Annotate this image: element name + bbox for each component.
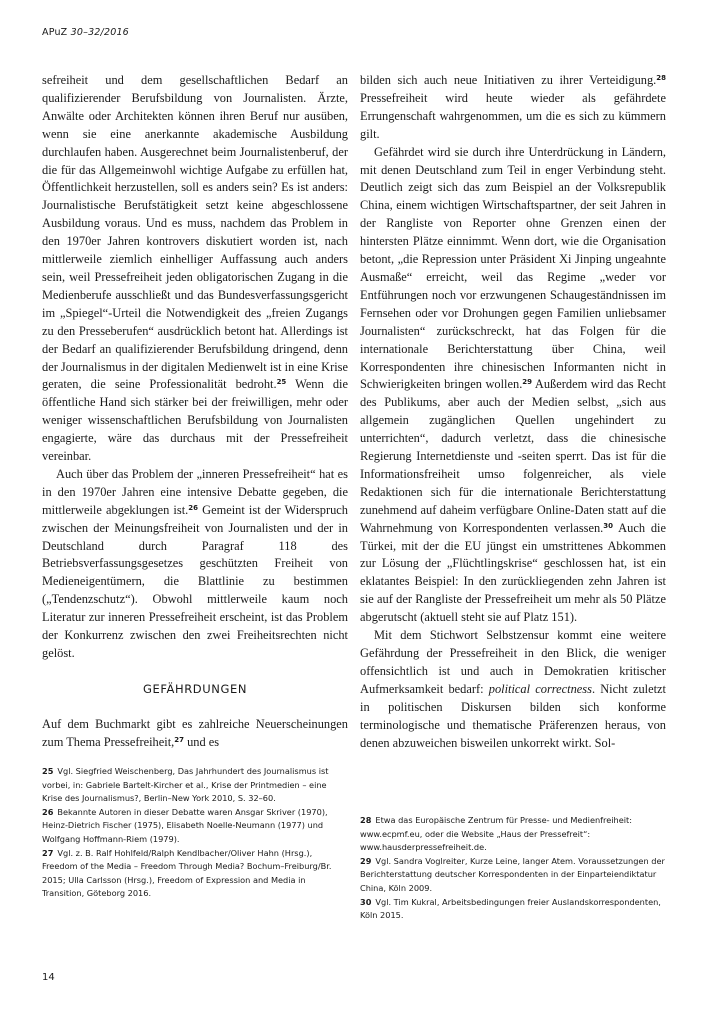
footnote-ref-26[interactable]: 26 <box>188 503 198 512</box>
footnote-30: 30 Vgl. Tim Kukral, Arbeitsbedingungen freier Auslandskorrespondenten, Köln 2015. <box>360 896 661 921</box>
footnote-ref-28[interactable]: 28 <box>656 74 666 82</box>
footnote-ref-25[interactable]: 25 <box>276 378 287 387</box>
footnotes-left <box>42 765 348 901</box>
footnote-ref-30[interactable]: 30 <box>603 521 614 530</box>
left-text-column <box>42 72 348 752</box>
journal-name: APuZ <box>42 27 68 38</box>
right-paragraph-1: bilden sich auch neue Initiativen zu ihrer Verteidigung.$^{28}$ Pressefreiheit wird heute wieder als gefährdete Errungenschaft wahrgenommen, um die es sich zu kümmern gilt. <box>360 73 666 141</box>
left-paragraph-3: Auf dem Buchmarkt gibt es zahlreiche Neuerscheinungen zum Thema Pressefreiheit,$^{27}$ und es <box>42 716 348 749</box>
page-number: 14 <box>42 972 55 983</box>
footnote-ref-27[interactable]: 27 <box>174 735 184 744</box>
footnotes-right <box>360 814 666 923</box>
left-paragraph-2: Auch über das Problem der „inneren Pressefreiheit“ hat es in den 1970er Jahren eine intensive Debatte gegeben, die mittlerweile abgeklungen ist.$^{26}$ Gemeint ist der Widerspruch zwischen der Meinungsfreiheit von Journalisten und der in Deutschland durch Paragraf 118 des Betriebsverfassungsgesetzes geschützten Freiheit von Medieneigentümern, die Blattlinie zu bestimmen („Tendenzschutz“). Obwohl mittlerweile kaum noch Literatur zur inneren Pressefreiheit erscheint, ist das Problem der Konkurrenz zwischen den zwei Freiheitsrechten nicht gelöst. <box>42 466 348 660</box>
right-paragraph-2: Gefährdet wird sie durch ihre Unterdrückung in Ländern, mit denen Deutschland zum Teil in enger Verbindung steht. Deutlich zeigt sich das zum Beispiel an der Volksrepublik China, einem wichtigen Wirtschaftspartner, der seit Jahren in der Rangliste von Reporter ohne Grenzen einen der hintersten Plätze einnimmt. Wenn dort, wie die Organisation betont, „die Repression unter Präsident Xi Jinping ungeahnte Ausmaße“ erreicht, weil das Regime „weder vor Entführungen noch vor erzwungenen Schaugeständnissen im Fernsehen oder vor Drohungen gegen Familien unliebsamer Journalisten“ zurückschreckt, hat das Folgen für die internationale Berichterstattung über China, weil Korrespondenten ihre chinesischen Informanten nicht in Schwierigkeiten bringen wollen.$^{29}$ Außerdem wird das Recht des Publikums, aber auch der Medien selbst, „sich aus allgemein zugänglichen Quellen ungehindert zu unterrichten“, dadurch verletzt, dass die chinesische Regierung Internetdienste und -seiten sperrt. Das ist für die Informationsfreiheit umso folgenreicher, als viele Redaktionen sich für die internationale Berichterstattung zunehmend auf daheim verfügbare Online-Daten statt auf die Wahrnehmung von Korrespondenten verlassen.$^{30}$ Auch die Türkei, mit der die EU jüngst ein umstrittenes Abkommen zur Lösung der „Flüchtlingskrise“ geschlossen hat, ist ein eklatantes Beispiel: In den zurückliegenden zehn Jahren ist sie auf der Rangliste der Pressefreiheit um mehr als 50 Plätze abgerutscht (aktuell steht sie auf Platz 151). <box>360 144 666 625</box>
footnote-ref-29[interactable]: 29 <box>522 378 533 387</box>
issue-number: 30–32/2016 <box>70 27 129 38</box>
running-header <box>42 27 129 38</box>
right-paragraph-3: Mit dem Stichwort Selbstzensur kommt eine weitere Gefährdung der Pressefreiheit in den Blick, die weniger offensichtlich ist und auch in Demokratien kritischer Aufmerksamkeit bedarf: political correctness. Nicht zuletzt in politischen Diskursen bilden sich konforme terminologische und thematische Präferenzen heraus, von denen abzuweichen bisweilen unkorrekt wirkt. Sol- <box>360 628 666 750</box>
right-text-column <box>360 72 666 752</box>
footnote-28: 28 Etwa das Europäische Zentrum für Presse- und Medienfreiheit: www.ecpmf.eu, oder die Website „Haus der Pressefreit“: www.hausderpressefreiheit.de. <box>360 815 633 853</box>
footnote-27: 27 Vgl. z. B. Ralf Hohlfeld/Ralph Kendlbacher/Oliver Hahn (Hrsg.), Freedom of the Media – Freedom Through Media? Bochum–Freiburg/Br. 2015; Ulla Carlsson (Hrsg.), Freedom of Expression and Media in Transition, Göteborg 2016. <box>42 847 332 899</box>
footnote-26: 26 Bekannte Autoren in dieser Debatte waren Ansgar Skriver (1970), Heinz-Dietrich Fischer (1975), Elisabeth Noelle-Neumann (1977) und Wolfgang Hoffmann-Riem (1979). <box>42 806 328 844</box>
left-paragraph-1: sefreiheit und dem gesellschaftlichen Bedarf an qualifizierender Berufsbildung von Journalisten. Ärzte, Anwälte oder Architekten können ihren Beruf nur ausüben, wenn sie eine anerkannte akademische Ausbildung durchlaufen haben. Ausgerechnet beim Journalistenberuf, der die für das Allgemeinwohl wichtige Aufgabe zu erfüllen hat, Öffentlichkeit herzustellen, soll es anders sein? Es ist anders: Journalistische Berufstätigkeit setzt keine abgeschlossene Ausbildung voraus. Und es muss, nachdem das Problem in den 1970er Jahren kontrovers diskutiert worden ist, nach mittlerweile ziemlich einhelliger Auffassung auch anders sein, weil Pressefreiheit jeden obligatorischen Zugang in die Medienberufe ausschließt und das Bundesverfassungsgericht im „Spiegel“-Urteil die Notwendigkeit des „freien Zugangs zu den Presseberufen“ ausdrücklich betont hat. Allerdings ist der Bedarf an qualifizierender Berufsbildung dringend, denn der Journalismus in der digitalen Medienwelt ist in eine Krise geraten, die seine Professionalität bedroht.$^{25}$ Wenn die öffentliche Hand sich stärker bei der freiwilligen, mehr oder weniger wissenschaftlichen Berufsbildung von Journalisten engagierte, wäre das durchaus mit der Pressefreiheit vereinbar. <box>42 73 349 464</box>
section-heading: GEFÄHRDUNGEN <box>142 681 248 696</box>
footnote-25: 25 Vgl. Siegfried Weischenberg, Das Jahrhundert des Journalismus ist vorbei, in: Gabriele Bartelt-Kircher et al., Krise der Printmedien – eine Krise des Journalismus?, Berlin–New York 2010, S. 32–60. <box>42 766 329 804</box>
footnote-29: 29 Vgl. Sandra Voglreiter, Kurze Leine, langer Atem. Voraussetzungen der Berichterstattung deutscher Korrespondenten in der Einparteiendiktatur China, Köln 2009. <box>360 855 665 893</box>
